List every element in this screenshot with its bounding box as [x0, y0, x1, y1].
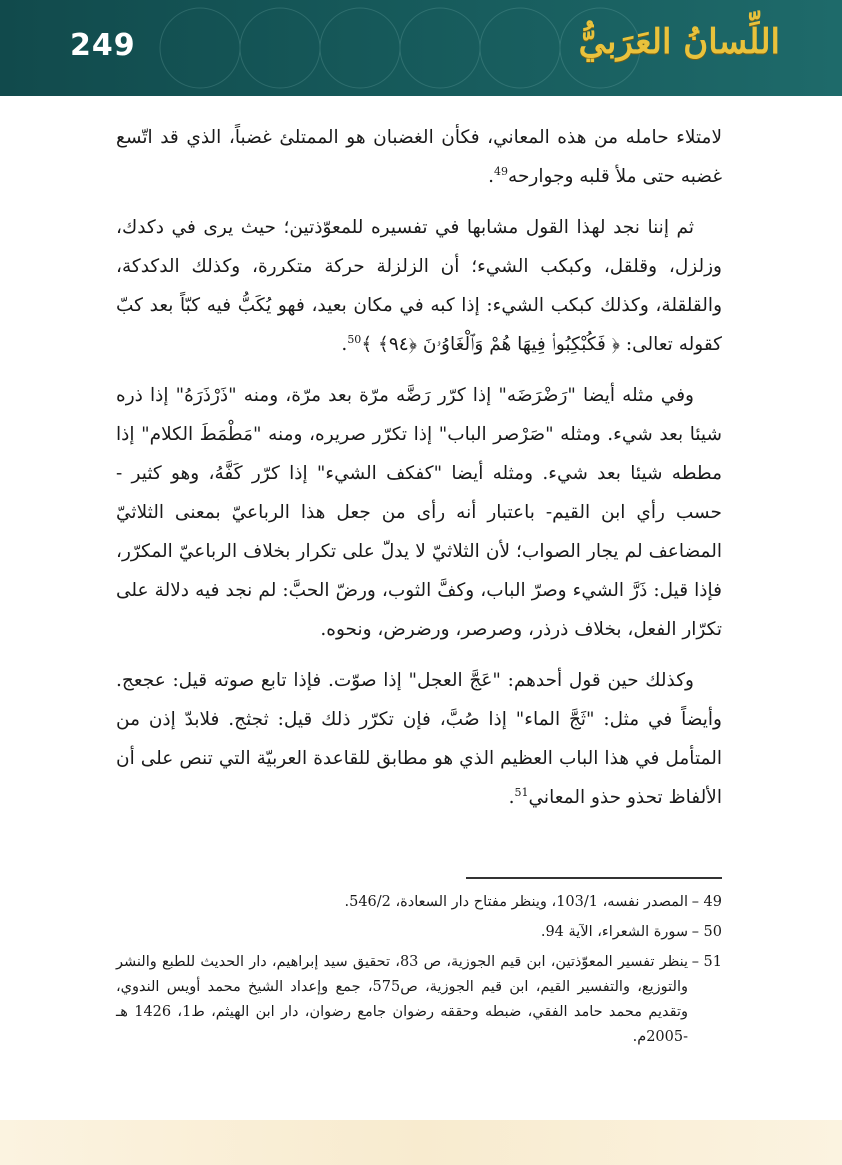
- footnote-49: [116, 890, 722, 915]
- page-header: [0, 0, 842, 96]
- footnote-50: [116, 920, 722, 945]
- paragraph-2: [116, 208, 722, 364]
- footnote-number: 49 –: [691, 894, 722, 910]
- article-body: [116, 118, 722, 829]
- paragraph-4-end: .: [508, 787, 515, 808]
- paragraph-1: [116, 118, 722, 196]
- paragraph-4: [116, 661, 722, 817]
- footnotes: [116, 890, 722, 1055]
- footnote-ref-50[interactable]: 50: [347, 332, 362, 346]
- footnote-text: المصدر نفسه، 103/1، وينظر مفتاح دار السعادة، 546/2.: [344, 894, 688, 910]
- footnote-text: سورة الشعراء، الآية 94.: [540, 924, 688, 940]
- footnote-number: 50 –: [691, 924, 722, 940]
- page-number: 249: [70, 28, 136, 63]
- footnote-ref-49[interactable]: 49: [494, 164, 509, 178]
- paragraph-4-text: وكذلك حين قول أحدهم: "عَجَّ العجل" إذا صوّت. فإذا تابع صوته قيل: عجعج. وأيضاً في مثل: "ثَجَّ الماء" إذا صُبَّ، فإن تكرّر ذلك قيل: ثجثج. فلابدّ إذن من المتأمل في هذا الباب العظيم الذي هو مطابق للقاعدة العربيّة التي تنص على أن الألفاظ تحذو حذو المعاني: [116, 670, 722, 808]
- journal-logo: اللِّسانُ العَرَبيُّ: [578, 22, 780, 62]
- footnote-number: 51 –: [691, 954, 722, 970]
- bottom-decorative-band: [0, 1120, 842, 1165]
- paragraph-2-text: ثم إننا نجد لهذا القول مشابها في تفسيره للمعوّذتين؛ حيث يرى في دكدك، وزلزل، وقلقل، وكبكب الشيء؛ أن الزلزلة حركة متكررة، وكذلك الدكدكة، والقلقلة، وكذلك كبكب الشيء: إذا كبه في مكان بعيد، فهو يُكَبُّ فيه كبّاً بعد كبّ كقوله تعالى: ﴿ فَكُبْكِبُوا۟ فِيهَا هُمْ وَٱلْغَاوُۥنَ ﴿٩٤﴾ ﴾: [116, 217, 722, 355]
- footnote-ref-51[interactable]: 51: [514, 785, 529, 799]
- footnote-divider: [466, 877, 722, 879]
- footnote-51: [116, 950, 722, 1050]
- paragraph-3-text: وفي مثله أيضا "رَضْرَضَه" إذا كرّر رَضَّه مرّة بعد مرّة، ومنه "ذَرْذَرَهُ" إذا ذره شيئا بعد شيء. ومثله "صَرْصر الباب" إذا تكرّر صريره، ومنه "مَطْمَطَ الكلام" إذا مططه شيئا بعد شيء. ومثله أيضا "كفكف الشيء" إذا كرّر كَفَّهُ، وهو كثير - حسب رأي ابن القيم- باعتبار أنه رأى من جعل هذا الرباعيّ بمعنى الثلاثيّ المضاعف لم يجار الصواب؛ لأن الثلاثيّ لا يدلّ على تكرار بخلاف الرباعيّ المكرّر، فإذا قيل: ذَرَّ الشيء وصرّ الباب، وكفَّ الثوب، ورضّ الحبَّ: لم نجد فيه دلالة على تكرّار الفعل، بخلاف ذرذر، وصرصر، ورضرض، ونحوه.: [116, 385, 722, 640]
- paragraph-1-end: .: [488, 166, 495, 187]
- paragraph-2-end: .: [341, 334, 348, 355]
- paragraph-3: [116, 376, 722, 649]
- paragraph-1-text: لامتلاء حامله من هذه المعاني، فكأن الغضبان هو الممتلئ غضباً، الذي قد اتّسع غضبه حتى ملأ قلبه وجوارحه: [116, 127, 722, 187]
- footnote-text: ينظر تفسير المعوّذتين، ابن قيم الجوزية، ص 83، تحقيق سيد إبراهيم، دار الحديث للطبع والنشر والتوزيع، والتفسير القيم، ابن قيم الجوزية، ص575، جمع وإعداد الشيخ محمد أويس الندوي، وتقديم محمد حامد الفقي، ضبطه وحققه رضوان جامع رضوان، دار ابن الهيثم، ط1، 1426 هـ -2005م.: [116, 954, 689, 1045]
